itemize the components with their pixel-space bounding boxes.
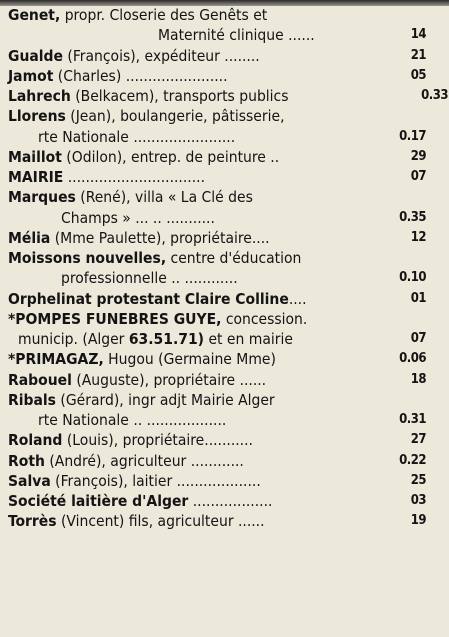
- entry-name: Rabouel: [8, 370, 72, 389]
- entry-pompes-cont: [8, 329, 448, 349]
- entry-torres: [8, 511, 448, 531]
- entry-text: centre d'éducation: [166, 249, 302, 267]
- entry-genet-cont: [8, 25, 448, 45]
- entry-ribals-cont: [8, 410, 448, 430]
- entry-pompes: [8, 309, 448, 329]
- entry-marques-cont: [8, 208, 448, 228]
- directory-list: [8, 5, 448, 532]
- entry-number: 29: [410, 148, 426, 164]
- entry-number: 0.22: [399, 452, 426, 468]
- entry-name: Llorens: [8, 107, 66, 126]
- entry-name: *POMPES FUNEBRES GUYE,: [8, 309, 222, 328]
- entry-name: Ribals: [8, 390, 56, 409]
- entry-text: (André), agriculteur ............: [44, 451, 244, 470]
- entry-number: 03: [410, 493, 426, 508]
- entry-societe: [8, 491, 448, 511]
- entry-text: (Auguste), propriétaire ......: [71, 370, 267, 389]
- entry-text: (Belkacem), transports publics: [70, 87, 289, 105]
- entry-text: et en mairie: [204, 330, 293, 348]
- entry-text: (Gérard), ingr adjt Mairie Alger: [55, 390, 275, 409]
- entry-melia: [8, 228, 448, 248]
- entry-number: 01: [410, 290, 426, 306]
- entry-name: Roth: [8, 451, 45, 470]
- entry-name: Lahrech: [8, 87, 71, 105]
- entry-number: 0.33: [421, 88, 448, 103]
- entry-number: 25: [410, 472, 426, 488]
- entry-text: concession.: [221, 309, 308, 328]
- entry-number: 12: [410, 229, 426, 245]
- entry-text: (Odilon), entrep. de peinture ..: [61, 147, 280, 166]
- entry-name: *PRIMAGAZ,: [8, 350, 104, 369]
- entry-text: (François), laitier ...................: [50, 471, 261, 490]
- entry-moissons: [8, 248, 448, 268]
- entry-llorens-cont: [8, 127, 448, 147]
- entry-roth: [8, 451, 448, 471]
- entry-name: Jamot: [8, 66, 54, 85]
- entry-text: (Louis), propriétaire...........: [62, 431, 253, 450]
- entry-text: ....: [288, 289, 307, 308]
- entry-text: propr. Closerie des Genêts et: [60, 6, 268, 24]
- entry-number: 0.35: [399, 209, 426, 225]
- entry-phone: 63.51.71): [128, 330, 205, 348]
- entry-number: 14: [410, 27, 426, 43]
- entry-name: MAIRIE: [8, 168, 64, 186]
- entry-rabouel: [8, 370, 448, 390]
- entry-text: Champs » ... .. ...........: [61, 208, 215, 227]
- entry-number: 0.10: [399, 270, 426, 286]
- entry-number: 27: [410, 432, 426, 448]
- entry-name: Mélia: [8, 228, 51, 247]
- entry-number: 0.06: [399, 351, 426, 367]
- entry-number: 05: [410, 67, 426, 83]
- entry-llorens: [8, 106, 448, 126]
- entry-mairie: [8, 167, 448, 187]
- entry-gualde: [8, 46, 448, 66]
- entry-orphelinat: [8, 289, 448, 309]
- entry-name: Orphelinat protestant Claire Colline: [8, 289, 289, 308]
- entry-text: Maternité clinique ......: [158, 26, 315, 45]
- entry-marques: [8, 187, 448, 207]
- entry-jamot: [8, 66, 448, 86]
- entry-number: 19: [410, 513, 426, 529]
- entry-text: (Charles) .......................: [53, 66, 228, 85]
- entry-salva: [8, 471, 448, 491]
- entry-genet: [8, 5, 448, 25]
- entry-name: Maillot: [8, 147, 62, 166]
- entry-name: Roland: [8, 431, 63, 450]
- entry-text: (François), expéditeur ........: [63, 46, 260, 65]
- entry-text: ..................: [188, 492, 273, 510]
- entry-name: Genet,: [8, 6, 61, 24]
- entry-number: 0.31: [399, 412, 426, 427]
- entry-moissons-cont: [8, 268, 448, 288]
- entry-roland: [8, 430, 448, 450]
- entry-number: 18: [410, 371, 426, 387]
- entry-name: Marques: [8, 188, 76, 207]
- entry-text: (Mme Paulette), propriétaire....: [50, 228, 270, 247]
- entry-number: 07: [410, 169, 426, 184]
- entry-number: 07: [410, 331, 426, 346]
- entry-primagaz: [8, 349, 448, 369]
- entry-text: municip. (Alger: [18, 330, 129, 348]
- entry-name: Torrès: [8, 512, 57, 531]
- entry-text: (Jean), boulangerie, pâtisserie,: [65, 107, 285, 126]
- entry-text: rte Nationale .. ..................: [38, 411, 227, 429]
- entry-text: rte Nationale .......................: [38, 127, 236, 146]
- entry-name: Salva: [8, 471, 51, 490]
- entry-text: Hugou (Germaine Mme): [103, 350, 276, 369]
- entry-maillot: [8, 147, 448, 167]
- entry-text: ...............................: [63, 168, 205, 186]
- entry-lahrech: [8, 86, 448, 106]
- entry-text: (René), villa « La Clé des: [75, 188, 253, 207]
- entry-ribals: [8, 390, 448, 410]
- entry-name: Moissons nouvelles,: [8, 249, 167, 267]
- entry-text: professionnelle .. ............: [61, 269, 238, 288]
- entry-name: Gualde: [8, 46, 63, 65]
- entry-name: Société laitière d'Alger: [8, 492, 189, 510]
- entry-number: 21: [410, 47, 426, 63]
- entry-number: 0.17: [399, 128, 426, 144]
- entry-text: (Vincent) fils, agriculteur ......: [56, 512, 265, 531]
